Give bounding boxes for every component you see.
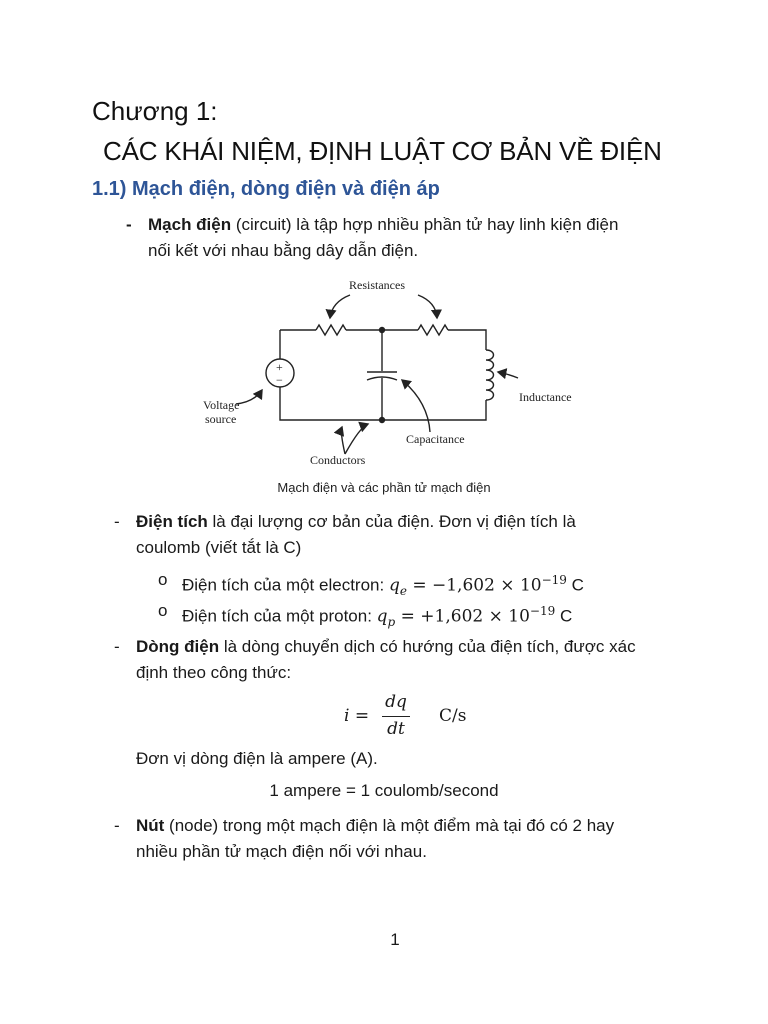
node-text-1: (node) trong một mạch điện là một điểm mà tại đó có 2 hay [164, 816, 615, 835]
proton-value: = +1,602 × 10 [395, 606, 530, 627]
formula-denominator: dt [387, 719, 405, 739]
current-text-2: định theo công thức: [136, 663, 292, 682]
electron-exponent: −19 [541, 573, 567, 587]
label-capacitance: Capacitance [406, 432, 465, 446]
proton-charge [182, 598, 572, 635]
electron-value: = −1,602 × 10 [406, 575, 542, 596]
figure-caption: Mạch điện và các phần tử mạch điện [277, 480, 491, 495]
current-text-1: là dòng chuyển dịch có hướng của điện tích, được xác [219, 637, 636, 656]
sub-bullet: o [158, 601, 168, 620]
proton-subscript: p [387, 615, 396, 630]
plus-sign: + [276, 360, 283, 374]
term-charge: Điện tích [136, 512, 208, 531]
page-number: 1 [390, 930, 400, 949]
bullet-dash: - [114, 816, 120, 835]
term-circuit: Mạch điện [148, 215, 232, 234]
label-source: source [205, 412, 237, 426]
electron-unit: C [566, 575, 584, 595]
proton-exponent: −19 [529, 604, 556, 618]
minus-sign: − [276, 373, 283, 387]
label-resistances: Resistances [349, 278, 405, 292]
formula-unit: C/s [439, 706, 467, 726]
proton-symbol: q [376, 606, 388, 627]
electron-label: Điện tích của một electron: [182, 575, 389, 595]
current-definition [136, 634, 678, 660]
label-voltage: Voltage [203, 398, 240, 412]
inductor [486, 350, 494, 400]
node-top [379, 327, 385, 333]
bullet-dash: - [114, 637, 120, 656]
electron-subscript: e [399, 584, 407, 599]
label-inductance: Inductance [519, 390, 572, 404]
ampere-definition: 1 ampere = 1 coulomb/second [269, 781, 499, 800]
node-text-2: nhiều phần tử mạch điện nối với nhau. [136, 842, 427, 861]
node-bottom [379, 417, 385, 423]
section-heading: 1.1) Mạch điện, dòng điện và điện áp [92, 178, 440, 200]
circuit-text-2: nối kết với nhau bằng dây dẫn điện. [148, 241, 419, 260]
node-definition [136, 813, 678, 839]
chapter-title: CÁC KHÁI NIỆM, ĐỊNH LUẬT CƠ BẢN VỀ ĐIỆN [103, 136, 662, 166]
label-conductors: Conductors [310, 453, 366, 467]
bullet-dash: - [126, 215, 132, 234]
sub-bullet: o [158, 570, 168, 589]
circuit-text-1: (circuit) là tập hợp nhiều phần tử hay linh kiện điện [231, 215, 619, 234]
charge-text-1: là đại lượng cơ bản của điện. Đơn vị điện tích là [207, 512, 576, 531]
fraction-bar [382, 716, 410, 717]
charge-definition [136, 509, 678, 535]
term-node: Nút [136, 816, 165, 835]
current-unit-text: Đơn vị dòng điện là ampere (A). [136, 749, 378, 768]
chapter-heading: Chương 1: [92, 96, 218, 126]
formula-numerator: dq [385, 692, 407, 712]
electron-symbol: q [388, 575, 400, 596]
resistor-left [316, 325, 346, 335]
resistor-right [418, 325, 448, 335]
term-current: Dòng điện [136, 637, 220, 656]
formula-lhs: i = [344, 706, 370, 726]
proton-label: Điện tích của một proton: [182, 606, 377, 626]
circuit-definition [148, 212, 678, 238]
current-formula [344, 692, 524, 742]
proton-unit: C [555, 606, 573, 626]
bullet-dash: - [114, 512, 120, 531]
circuit-diagram [190, 272, 590, 472]
charge-text-2: coulomb (viết tắt là C) [136, 538, 302, 557]
